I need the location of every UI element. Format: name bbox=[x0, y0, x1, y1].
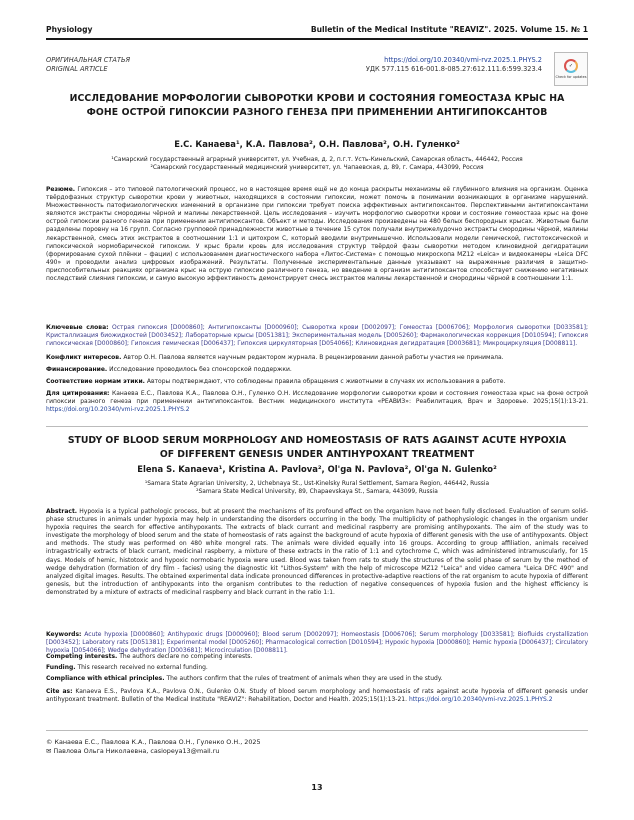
title-en: STUDY OF BLOOD SERUM MORPHOLOGY AND HOMEOSTASIS OF RATS AGAINST ACUTE HYPOXIA OF DIFFERENT GENESIS UNDER ANTIHYPOXANT TREATMENT bbox=[67, 435, 567, 460]
header-rule bbox=[46, 38, 588, 40]
conflict-ru bbox=[46, 354, 588, 362]
affiliations-en bbox=[46, 480, 588, 496]
abstract-en-text: Hypoxia is a typical pathologic process, but at present the mechanisms of its profound effect on the organism have not been fully disclosed. Evaluation of serum solid-phase structures in animals under hypoxia may help in understanding the disorders occurring in the body. The multiplicity of pathophysiologic changes in the organism under hypoxia requires the search for effective antihypoxants. The extracts of black currant and medicinal raspberry are promising antihypoxants. The aim of the study was to investigate the morphology of blood serum and the state of homeostasis of rats against the background of acute hypoxia of different genesis with the use of antihypoxants. Object and methods. The study was performed on 480 white mongrel rats. The animals were divided equally into 16 groups. According to group affiliation, animals received intragastrically extracts of black currant, medicinal raspberry, a mixture of these extracts in the ratio of 1:1 and cytochrome C, which was administered intramuscularly, for 15 days. Models of hemic, histotoxic and hypoxic normobaric hypoxia were used. Blood was taken from rats to study the structures of the solid phase of serum by the method of wedge dehydration (formation of dry film - facies) using the diagnostic kit "Lithos-System" with the help of microscope MZ12 "Leica" and video camera "Leica DFC 490" and analyzed digital images. Results. The obtained experimental data indicate pronounced differences in protective-adaptive reactions of the rat organism to acute hypoxia of different genesis, but the introduction of antihypoxants into the organism contributes to the reduction of negative consequences of hypoxia fusion and the highest efficiency is demonstrated by a mixture of extracts of medicinal raspberry and black currant in the ratio 1:1. bbox=[46, 508, 588, 596]
citation-ru-label: Для цитирования: bbox=[46, 390, 110, 397]
article-type-en: ORIGINAL ARTICLE bbox=[46, 65, 108, 73]
article-type-ru: ОРИГИНАЛЬНАЯ СТАТЬЯ bbox=[46, 56, 131, 64]
copyright-block bbox=[46, 738, 261, 756]
funding-en-text: This research received no external funding. bbox=[77, 664, 208, 671]
abstract-en bbox=[46, 508, 588, 597]
abstract-ru-label: Резюме. bbox=[46, 186, 76, 193]
check-for-updates-label: Check for updates bbox=[555, 75, 587, 79]
authors-ru: Е.С. Канаева¹, К.А. Павлова², О.Н. Павлова², О.Н. Гуленко² bbox=[174, 139, 460, 149]
page-number: 13 bbox=[311, 783, 323, 792]
ethics-ru-text: Авторы подтверждают, что соблюдены правила обращения с животными в случаях их использования в работе. bbox=[146, 378, 506, 385]
footer-divider bbox=[46, 730, 588, 731]
contact-author: ✉ Павлова Ольга Николаевна, casiopeya13@mail.ru bbox=[46, 747, 220, 756]
competing-en-label: Competing interests. bbox=[46, 653, 118, 660]
section-divider bbox=[46, 426, 588, 427]
title-ru: ИССЛЕДОВАНИЕ МОРФОЛОГИИ СЫВОРОТКИ КРОВИ И СОСТОЯНИЯ ГОМЕОСТАЗА КРЫС НА ФОНЕ ОСТРОЙ ГИПОКСИИ РАЗНОГО ГЕНЕЗА ПРИ ПРИМЕНЕНИИ АНТИГИПОКСАНТОВ bbox=[69, 93, 565, 118]
doi-link[interactable]: https://doi.org/10.20340/vmi-rvz.2025.1.PHYS.2 bbox=[384, 56, 542, 64]
abstract-ru-text: Гипоксия – это типовой патологический процесс, но в настоящее время ещё не до конца раскрыты механизмы её глубинного влияния на организм. Оценка твёрдофазных структур сыворотки крови у животных, находящихся в состоянии гипоксии, может помочь в понимании возникающих в организме нарушений. Множественность патофизиологических изменений в организме при гипоксии требует поиска эффективных антигипоксантов. Перспективными антигипоксантами являются экстракты смородины чёрной и малины лекарственной. Цель исследования – изучить морфологию сыворотки крови и состояние гомеостаза крыс на фоне острой гипоксии разного генеза при применении антигипоксантов. Объект и методы. Исследования произведены на 480 белых беспородных крысах. Животные были разделены поровну на 16 групп. Согласно групповой принадлежности животные в течение 15 суток получали внутрижелудочно экстракты смородины чёрной, малины лекарственной, смесь этих экстрактов в соотношении 1:1 и цитохром С, который вводили внутримышечно. Использовали модели гемической, гистотоксической и гипоксической нормобарической гипоксии. У крыс брали кровь для исследования структур твёрдой фазы сыворотки методом клиновидной дегидратации (формирование сухой плёнки – фации) с использованием диагностического набора «Литос-Система» с помощью микроскопа MZ12 «Leica» и видеокамеры «Leica DFC 490» и проводили анализ цифровых изображений. Результаты. Полученные экспериментальные данные указывают на выраженные различия в защитно-приспособительных реакциях организма крыс на острую гипоксию различного генеза, но введение в организм антигипоксантов способствует снижению негативных последствий слияния гипоксии, и самую высокую эффективность демонстрирует смесь экстрактов малины лекарственной и смородины чёрной в соотношении 1:1. bbox=[46, 186, 588, 283]
citation-en-doi-link[interactable]: https://doi.org/10.20340/vmi-rvz.2025.1.PHYS.2 bbox=[408, 696, 553, 704]
abstract-ru bbox=[46, 186, 588, 283]
journal-label: Bulletin of the Medical Institute "REAVIZ". 2025. Volume 15. № 1 bbox=[310, 24, 588, 34]
competing-en bbox=[46, 653, 588, 661]
keywords-en-text: Acute hypoxia [D000860]; Antihypoxic drugs [D000960]; Blood serum [D002097]; Homeostasis [D006706]; Serum morphology [D033581]; Biofluids crystallization [D003452]; Laboratory rats [D051381]; Experimental model [D005260]; Pharmacological correction [D010594]; Hypoxic hypoxia [D000860]; Hemic hypoxia [D006437]; Circulatory hypoxia [D054066]; Wedge dehydration [D003681]; Microcirculation [D008811]. bbox=[46, 631, 588, 655]
udk-code: УДК 577.115 616-001.8-085.27:612.111.6:599.323.4 bbox=[365, 65, 542, 73]
conflict-ru-text: Автор О.Н. Павлова является научным редактором журнала. В рецензировании данной работы участия не принимала. bbox=[123, 354, 504, 361]
copyright-text: © Канаева Е.С., Павлова К.А., Павлова О.Н., Гуленко О.Н., 2025 bbox=[46, 738, 261, 746]
keywords-ru bbox=[46, 324, 588, 348]
affiliation-en-2: ²Samara State Medical University, 89, Chapaevskaya St., Samara, 443099, Russia bbox=[196, 489, 438, 496]
authors-en: Elena S. Kanaeva¹, Kristina A. Pavlova², Ol'ga N. Pavlova², Ol'ga N. Gulenko² bbox=[137, 464, 497, 474]
ethics-ru bbox=[46, 378, 588, 386]
running-header bbox=[46, 22, 588, 36]
ethics-en bbox=[46, 675, 588, 683]
keywords-ru-label: Ключевые слова: bbox=[46, 324, 109, 331]
funding-en bbox=[46, 664, 588, 672]
keywords-ru-text: Острая гипоксия [D000860]; Антигипоксанты [D000960]; Сыворотка крови [D002097]; Гомеостаз [D006706]; Морфология сыворотки [D033581]; Кристаллизация биожидкостей [D003452]; Лабораторные крысы [D051381]; Экспериментальная модель [D005260]; Фармакологическая коррекция [D010594]; Гипоксия гипоксическая [D000860]; Гипоксия гемическая [D006437]; Гипоксия циркуляторная [D054066]; Клиновидная дегидратация [D003681]; Микроциркуляция [D008811]. bbox=[46, 324, 588, 348]
keywords-en bbox=[46, 631, 588, 655]
article-type bbox=[46, 56, 246, 74]
affiliations-ru bbox=[46, 156, 588, 172]
competing-en-text: The authors declare no competing interests. bbox=[119, 653, 253, 660]
check-for-updates-badge[interactable] bbox=[554, 52, 588, 86]
article-identifiers bbox=[366, 56, 542, 74]
keywords-en-label: Keywords: bbox=[46, 631, 82, 638]
citation-en-text: Kanaeva E.S., Pavlova K.A., Pavlova O.N., Gulenko O.N. Study of blood serum morphology and homeostasis of rats against acute hypoxia of different genesis under antihypoxant treatment. Bulletin of the Medical Institute "REAVIZ": Rehabilitation, Doctor and Health. 2025;15(1):13-21. bbox=[46, 688, 588, 704]
ethics-ru-label: Соответствие нормам этики. bbox=[46, 378, 145, 385]
citation-ru-text: Канаева Е.С., Павлова К.А., Павлова О.Н., Гуленко О.Н. Исследование морфологии сыворотки крови и состояния гомеостаза крыс на фоне острой гипоксии разного генеза при применении антигипоксантов. Вестник медицинского института «РЕАВИЗ»: Реабилитация, Врач и Здоровье. 2025;15(1):13-21. bbox=[46, 390, 588, 406]
funding-ru-text: Исследование проводилось без спонсорской поддержки. bbox=[109, 366, 292, 373]
citation-en-label: Cite as: bbox=[46, 688, 73, 695]
funding-ru-label: Финансирование. bbox=[46, 366, 108, 373]
ethics-en-label: Compliance with ethical principles. bbox=[46, 675, 165, 682]
abstract-en-label: Abstract. bbox=[46, 508, 78, 515]
citation-ru bbox=[46, 390, 588, 414]
citation-en bbox=[46, 688, 588, 704]
check-for-updates-icon: ✓ bbox=[564, 59, 578, 73]
affiliation-en-1: ¹Samara State Agrarian University, 2, Uchebnaya St., Ust-Kinelsky Rural Settlement, Samara Region, 446442, Russia bbox=[144, 481, 490, 487]
affiliation-ru-1: ¹Самарский государственный аграрный университет, ул. Учебная, д. 2, п.г.т. Усть-Кинельский, Самарская область, 446442, Россия bbox=[111, 157, 523, 163]
funding-en-label: Funding. bbox=[46, 664, 76, 671]
ethics-en-text: The authors confirm that the rules of treatment of animals when they are used in the study. bbox=[166, 675, 443, 682]
funding-ru bbox=[46, 366, 588, 374]
section-label: Physiology bbox=[46, 24, 93, 34]
conflict-ru-label: Конфликт интересов. bbox=[46, 354, 122, 361]
affiliation-ru-2: ²Самарский государственный медицинский университет, ул. Чапаевская, д. 89, г. Самара, 443099, Россия bbox=[150, 165, 484, 172]
citation-ru-doi-link[interactable]: https://doi.org/10.20340/vmi-rvz.2025.1.PHYS.2 bbox=[46, 406, 190, 414]
